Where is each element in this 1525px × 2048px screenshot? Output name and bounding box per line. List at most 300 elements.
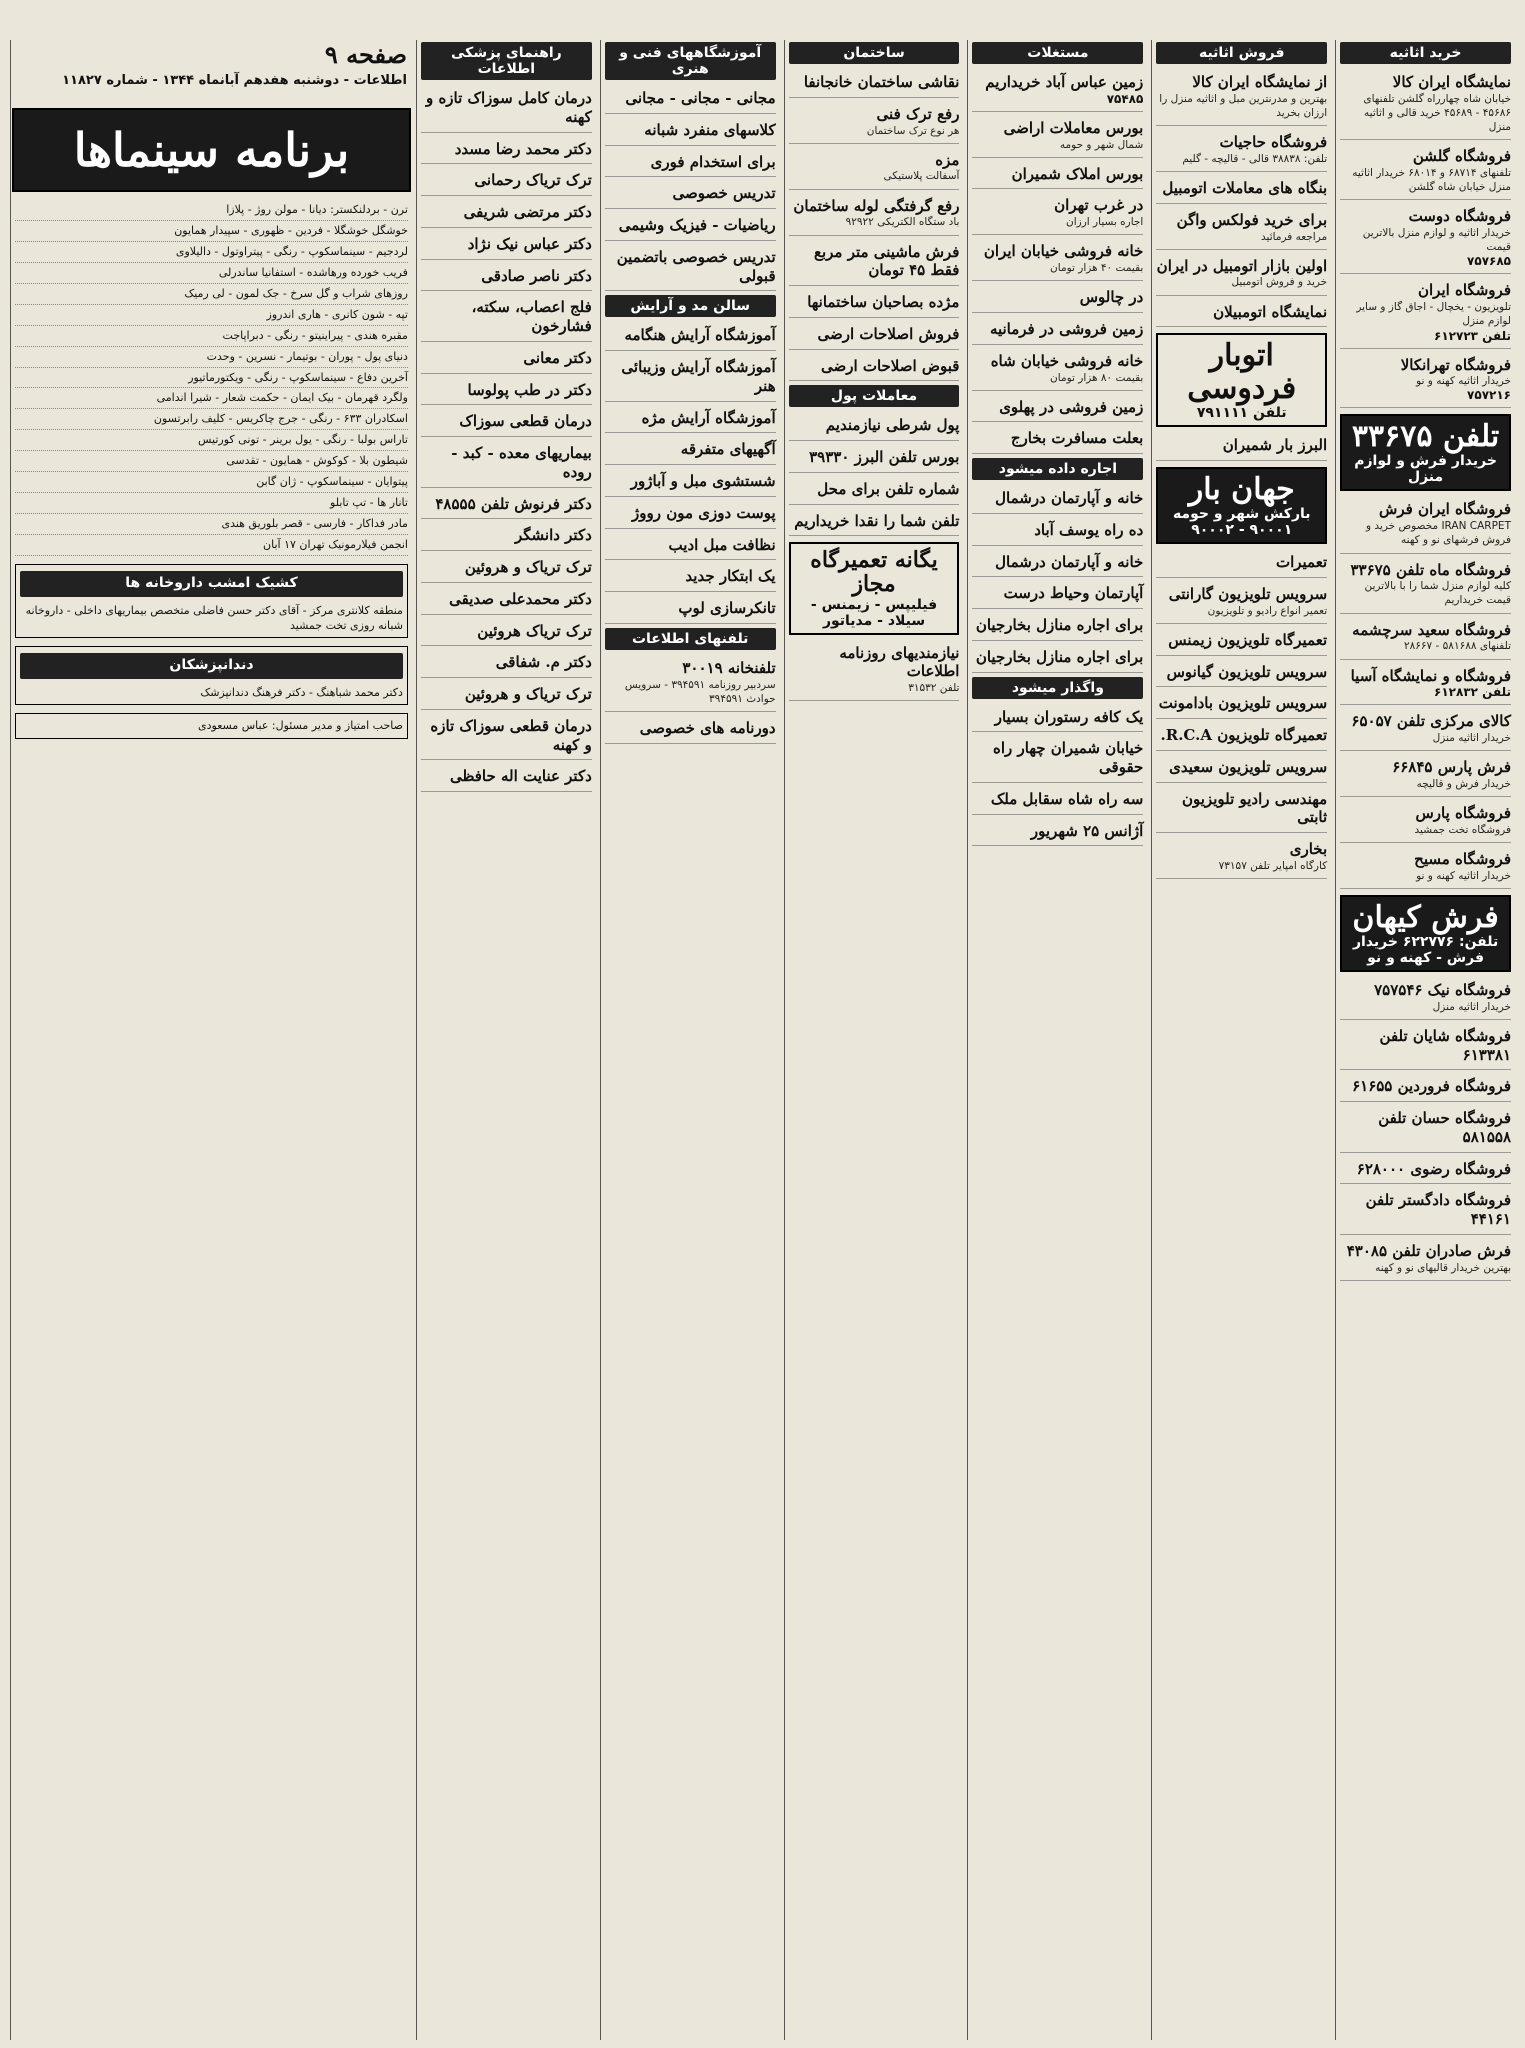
column-heading: ساختمان [789, 42, 960, 64]
ad-title: مژده بصاحبان ساختمانها [807, 293, 960, 312]
section-heading: معاملات پول [789, 385, 960, 407]
classified-ad [421, 264, 592, 292]
ad-title: فروشگاه مسیح [1414, 850, 1511, 869]
ad-title: فرش صادران تلفن ۴۳۰۸۵ [1346, 1241, 1511, 1260]
classified-ad [605, 437, 776, 465]
ad-title: فرش پارس ۶۶۸۴۵ [1392, 758, 1511, 777]
ad-title: فرش ماشینی متر مربع فقط ۴۵ تومان [814, 242, 960, 280]
section-heading: تلفنهای اطلاعات [605, 628, 776, 650]
ad-title: دکتر م. شفاقی [495, 653, 592, 672]
classified-ad [789, 322, 960, 350]
ad-box-mid: بارکش شهر و حومه ۹۰۰۰۱ - ۹۰۰۰۲ [1172, 506, 1311, 539]
classified-ad [1340, 978, 1511, 1020]
ad-body: خریدار فرش و قالیچه [1416, 778, 1511, 790]
column-medical-guide [416, 40, 596, 2040]
classified-ad [789, 70, 960, 98]
ad-body: خریدار اثاثیه کهنه و نو [1416, 869, 1511, 882]
classified-ad [972, 116, 1143, 158]
classified-ad [421, 441, 592, 488]
ad-body: شمال شهر و حومه [1059, 138, 1144, 151]
ad-box-big: جهان بار [1188, 472, 1295, 508]
classified-ad [605, 656, 776, 712]
ad-list [972, 486, 1143, 673]
ad-title: برای استخدام فوری [650, 152, 776, 171]
dentist-body: دکتر محمد شباهنگ - دکتر فرهنگ دندانپزشک [200, 685, 403, 699]
ad-box [1156, 467, 1327, 544]
ad-title: آموزشگاه آرایش هنگامه [624, 326, 776, 345]
ad-body: خریدار اثاثیه کهنه و نو [1416, 375, 1511, 388]
classified-ad [421, 714, 592, 761]
classified-ad [1156, 176, 1327, 204]
ad-title: رفع گرفتگی لوله ساختمان [793, 196, 960, 215]
ad-title: ریاضیات - فیزیک وشیمی [618, 216, 776, 234]
cinema-listing: ولگرد قهرمان - بیک ایمان - حکمت شعار - شیرا اندامی [15, 388, 408, 409]
classified-ad [789, 509, 960, 537]
column-heading: خرید اثاثیه [1340, 42, 1511, 64]
classified-ad [972, 162, 1143, 190]
classified-ad [421, 764, 592, 792]
classified-ad [421, 492, 592, 520]
classified-ad [1340, 497, 1511, 553]
classified-ad [789, 148, 960, 190]
classified-ad [972, 787, 1143, 815]
columns [10, 40, 1515, 2040]
column-education [600, 40, 780, 2040]
ad-box-mid: فیلیپس - زیمنس - سیلاد - مدیاتور [810, 596, 938, 629]
ad-title: سرویس تلویزیون گارانتی [1168, 584, 1328, 603]
ad-title: سرویس تلویزیون بادامونت [1158, 694, 1328, 713]
classified-ad [1340, 709, 1511, 751]
cinema-listing: لردجیم - سینماسکوپ - رنگی - پیتراوتول - دالیلاوی [15, 242, 408, 263]
classified-ad [605, 181, 776, 209]
ad-list [789, 70, 960, 381]
classified-ad [789, 413, 960, 441]
cinema-listing: شیطون بلا - کوکوش - همایون - تقدسی [15, 451, 408, 472]
classified-ad [1156, 582, 1327, 624]
classified-ad [605, 596, 776, 624]
ad-title: فروشگاه رضوی ۶۲۸۰۰۰ [1356, 1159, 1511, 1178]
classified-ad [605, 150, 776, 178]
ad-list [1156, 433, 1327, 461]
ad-title: ده راه یوسف آباد [1034, 520, 1144, 539]
classified-ad [1340, 664, 1511, 706]
ad-title: سرویس تلویزیون گیانوس [1166, 662, 1328, 681]
ad-list [1340, 497, 1511, 889]
ad-body: کارگاه امپایر تلفن ۷۳۱۵۷ [1218, 859, 1328, 872]
ad-title: نقاشی ساختمان خانجانفا [803, 73, 960, 91]
classified-ad [421, 523, 592, 551]
ad-body: خرید و فروش اتومبیل [1231, 276, 1328, 289]
classified-ad [1340, 847, 1511, 889]
ad-box-big: یگانه تعمیرگاه مجاز [810, 547, 938, 598]
cinema-banner: برنامه سینماها [12, 108, 411, 192]
ad-title: در چالوس [1079, 288, 1144, 307]
ad-title: ترک تریاک رحمانی [474, 171, 592, 190]
ad-title: فروشگاه و نمایشگاه آسیا [1350, 666, 1511, 685]
ad-title: فروشگاه تهرانکالا [1400, 355, 1511, 374]
classified-ad [1156, 254, 1327, 296]
classified-ad [972, 518, 1143, 546]
ad-body: خیابان شاه چهارراه گلشن تلفنهای ۴۵۶۸۶ - ۴۵۶۸۹ خرید قالی و اثاثیه منزل [1363, 92, 1511, 134]
classified-ad [1340, 1157, 1511, 1185]
ad-phone: ۷۵۴۸۵ [1106, 91, 1144, 106]
ad-title: دکتر در طب پولوسا [467, 380, 592, 399]
classified-ad [1156, 787, 1327, 834]
ad-title: آگهیهای متفرقه [680, 440, 776, 459]
cinema-listing: اسکادران ۶۳۳ - رنگی - جرج چاکریس - کلیف رابرتسون [15, 409, 408, 430]
classified-ad [1340, 1106, 1511, 1153]
ad-title: در غرب تهران [1054, 196, 1144, 215]
ad-title: درمان قطعی سوزاک [459, 412, 592, 431]
ad-title: ترک تریاک و هروئین [464, 685, 592, 703]
classified-ad [789, 194, 960, 236]
ad-box-big: فرش کیهان [1352, 900, 1499, 936]
ad-title: تانکرسازی لوپ [678, 599, 776, 617]
classified-ad [605, 716, 776, 744]
pharmacy-heading: کشیک امشب داروخانه ها [20, 571, 403, 597]
ad-title: بورس معاملات اراضی [1003, 118, 1144, 137]
ad-body: سردبیر روزنامه ۳۹۴۵۹۱ - سرویس حوادث ۳۹۴۵۹۱ [624, 678, 776, 705]
ad-body: بهترین خریدار قالیهای نو و کهنه [1375, 1261, 1511, 1274]
classified-ad [972, 550, 1143, 578]
ad-box [789, 542, 960, 634]
ad-title: تلفنخانه ۳۰۰۱۹ [682, 658, 776, 677]
column-heading: مستغلات [972, 42, 1143, 64]
ad-title: تعمیرات [1275, 553, 1328, 572]
classified-ad [1340, 1024, 1511, 1071]
ad-box [1340, 895, 1511, 972]
classified-ad [1156, 628, 1327, 656]
ad-title: شستشوی مبل و آباژور [630, 472, 776, 490]
classified-ad [421, 86, 592, 133]
ad-title: تدریس خصوصی [672, 184, 776, 203]
classified-ad [421, 295, 592, 342]
classified-ad [421, 378, 592, 406]
classified-ad [1156, 70, 1327, 126]
cinema-list [15, 200, 408, 556]
classified-ad [1340, 144, 1511, 200]
page-number: صفحه ۹ [324, 40, 407, 69]
classified-ad [972, 426, 1143, 454]
ad-phone: تلفن ۶۱۲۷۲۳ [1434, 328, 1511, 343]
ad-body: بقیمت ۴۰ هزار تومان [1050, 262, 1144, 275]
cinema-listing: ترن - بردلنکستر: دیانا - مولن روژ - پلازا [15, 200, 408, 221]
ad-title: تعمیرگاه تلویزیون زیمنس [1168, 630, 1328, 649]
ad-title: درمان قطعی سوزاک تازه و کهنه [430, 716, 592, 754]
classified-ad [605, 564, 776, 592]
classified-ad [1340, 353, 1511, 409]
classified-ad [1340, 1239, 1511, 1281]
ad-body: فروشگاه تخت جمشید [1414, 823, 1511, 836]
ad-body: IRAN CARPET مخصوص خرید و فروش فرشهای نو و کهنه [1366, 520, 1511, 547]
ad-title: کالای مرکزی تلفن ۶۵۰۵۷ [1351, 712, 1511, 731]
classified-ad [605, 355, 776, 402]
ad-list [1340, 978, 1511, 1281]
ad-box [1156, 333, 1327, 427]
ad-title: فروشگاه سعید سرچشمه [1352, 620, 1511, 639]
classified-ad [972, 613, 1143, 641]
ad-title: فروشگاه حاجیات [1219, 133, 1328, 152]
section-heading: واگذار میشود [972, 677, 1143, 699]
ad-list [605, 323, 776, 624]
ad-title: خانه و آپارتمان درشمال [995, 552, 1144, 571]
ad-list [972, 70, 1143, 454]
ad-body: آسفالت پلاستیکی [883, 170, 960, 183]
column-cinema [10, 40, 412, 2040]
ad-title: بخاری [1289, 840, 1328, 859]
ad-title: دکتر فرنوش تلفن ۴۸۵۵۵ [435, 494, 592, 513]
ad-title: دکتر عباس نیک نژاد [467, 234, 592, 253]
ad-title: از نمایشگاه ایران کالا [1192, 73, 1328, 91]
column-heading: راهنمای پزشکی اطلاعات [421, 42, 592, 80]
ad-list [1156, 70, 1327, 327]
ad-title: زمین فروشی در فرمانیه [989, 320, 1144, 339]
ad-list [789, 641, 960, 702]
ad-body: تلفنهای ۶۸۷۱۴ و ۶۸۰۱۴ خریدار اثاثیه منزل خیابان شاه گلشن [1352, 167, 1511, 194]
classified-ad [972, 193, 1143, 235]
ad-list [421, 86, 592, 792]
ad-title: بورس املاک شمیران [1011, 164, 1144, 183]
ad-title: دکتر محمدعلی صدیقی [449, 589, 592, 608]
ad-body: اجاره بسیار ارزان [1066, 216, 1144, 229]
ad-title: دکتر محمد رضا مسدد [454, 139, 592, 158]
cinema-listing: فریب خورده ورهاشده - استفانیا ساندرلی [15, 263, 408, 284]
classified-ad [421, 168, 592, 196]
classified-ad [972, 239, 1143, 281]
column-real-estate [967, 40, 1147, 2040]
classified-ad [972, 285, 1143, 313]
ad-title: فروشگاه ایران فرش [1379, 500, 1511, 519]
cinema-listing: خوشگل خوشگلا - فردین - ظهوری - سپیدار همایون [15, 221, 408, 242]
ad-body: تلفن: ۳۸۸۳۸ قالی - قالیچه - گلیم [1182, 152, 1328, 165]
ad-list [789, 413, 960, 536]
column-construction [784, 40, 964, 2040]
classified-ad [421, 409, 592, 437]
ad-title: برای خرید فولکس واگن [1176, 210, 1328, 229]
ad-title: البرز بار شمیران [1222, 436, 1328, 455]
ad-body: تلویزیون - یخچال - اجاق گاز و سایر لوازم منزل [1356, 301, 1511, 328]
ad-title: اولین بازار اتومبیل در ایران [1156, 256, 1328, 275]
ad-title: سرویس تلویزیون سعیدی [1169, 757, 1328, 776]
ad-title: آموزشگاه آرایش وزیبائی هنر [621, 358, 776, 395]
classified-ad [421, 650, 592, 678]
ad-title: نمایشگاه ایران کالا [1392, 73, 1511, 91]
cinema-listing: تاراس بولبا - رنگی - یول برینر - تونی کورتیس [15, 430, 408, 451]
cinema-listing: مادر فداکار - فارسی - قصر بلوریق هندی [15, 514, 408, 535]
ad-phone: تلفن ۶۱۲۸۳۲ [1434, 685, 1511, 700]
ad-title: برای اجاره منازل بخارجیان [975, 647, 1144, 666]
ad-title: پوست دوزی مون رووژ [632, 503, 776, 522]
column-buy-furniture [1335, 40, 1515, 2040]
ad-list [972, 705, 1143, 847]
cinema-listing: انجمن فیلارمونیک تهران ۱۷ آبان [15, 535, 408, 556]
classified-ad [1340, 1188, 1511, 1235]
ad-title: ترک تریاک هروئین [477, 621, 592, 640]
ad-title: برای اجاره منازل بخارجیان [975, 616, 1144, 635]
ad-title: خانه فروشی خیابان شاه [990, 351, 1144, 370]
ad-phone: ۷۵۷۲۱۶ [1467, 388, 1511, 403]
classified-ad [421, 682, 592, 710]
classified-ad [1340, 618, 1511, 660]
ad-title: آپارتمان وحیاط درست [1003, 584, 1144, 603]
ad-title: نظافت مبل ادیب [668, 535, 776, 554]
ad-title: فروشگاه حسان تلفن ۵۸۱۵۵۸ [1378, 1109, 1511, 1146]
ad-body: خریدار اثاثیه منزل [1432, 732, 1511, 745]
cinema-listing: تانار ها - تپ تابلو [15, 493, 408, 514]
ad-title: تدریس خصوصی باتضمین قبولی [616, 247, 776, 285]
section-heading: اجاره داده میشود [972, 458, 1143, 480]
column-heading: فروش اثاثیه [1156, 42, 1327, 64]
classified-ad [605, 86, 776, 114]
ad-title: مجانی - مجانی - مجانی [625, 89, 776, 107]
ad-title: آموزشگاه آرایش مژه [641, 408, 776, 427]
classified-ad [605, 533, 776, 561]
classified-ad [1340, 755, 1511, 797]
ad-title: خانه فروشی خیابان ایران [983, 242, 1144, 261]
ad-body: هر نوع ترک ساختمان [866, 124, 960, 137]
cinema-listing: آخرین دفاع - سینماسکوپ - رنگی - ویکتورماتیور [15, 368, 408, 389]
ad-title: دکتر دانشگر [514, 526, 592, 545]
issue-date-line: اطلاعات - دوشنبه هفدهم آبانماه ۱۳۴۴ - شماره ۱۱۸۲۷ [62, 73, 407, 88]
classified-ad [972, 581, 1143, 609]
dentist-heading: دندانپزشکان [20, 653, 403, 679]
ad-body: بهترین و مدرنترین مبل و اثاثیه منزل را ارزان بخرید [1159, 92, 1328, 119]
classified-ad [789, 641, 960, 702]
classified-ad [421, 555, 592, 583]
classified-ad [605, 245, 776, 292]
ad-box-big: اتوبار فردوسی [1187, 338, 1297, 407]
classified-ad [605, 501, 776, 529]
ad-title: خیابان شمیران چهار راه حقوقی [993, 739, 1144, 777]
ad-title: فروشگاه فروردین ۶۱۶۵۵ [1352, 1077, 1511, 1096]
cinema-listing: مقبره هندی - پیراینیتو - رنگی - دبراپاجت [15, 326, 408, 347]
ad-list [605, 86, 776, 291]
pharmacy-body: منطقه کلانتری مرکز - آقای دکتر حسن فاضلی متخصص بیماریهای داخلی - داروخانه شبانه روزی تخت جمشید [25, 603, 403, 632]
ad-title: نمایشگاه اتومبیلان [1213, 302, 1328, 321]
classified-ad [605, 118, 776, 146]
ad-title: فروشگاه دادگستر تلفن ۴۴۱۶۱ [1365, 1191, 1511, 1229]
ad-title: پول شرطی نیازمندیم [825, 416, 960, 435]
ad-title: بعلت مسافرت بخارج [1010, 429, 1144, 448]
column-heading: آموزشگاههای فنی و هنری [605, 42, 776, 80]
ad-title: بورس تلفن البرز ۳۹۳۳۰ [809, 448, 960, 467]
classified-ad [1156, 691, 1327, 719]
ad-title: شماره تلفن برای محل [817, 479, 960, 498]
classified-ad [789, 445, 960, 473]
ad-title: زمین عباس آباد خریداریم [985, 73, 1144, 91]
classified-ad [1156, 130, 1327, 172]
classified-ad [972, 349, 1143, 391]
ad-body: خریدار اثاثیه و لوازم منزل بالاترین قیمت [1362, 227, 1511, 254]
ad-title: خانه و آپارتمان درشمال [995, 489, 1144, 508]
ad-body: خریدار اثاثیه منزل [1432, 1000, 1511, 1013]
classified-ad [421, 619, 592, 647]
ad-title: دکتر ناصر صادقی [481, 266, 592, 285]
ad-box-mid: تلفن ۷۹۱۱۱۱ [1196, 405, 1287, 422]
ad-title: نیازمندیهای روزنامه اطلاعات [839, 643, 960, 681]
classified-ad [1156, 660, 1327, 688]
ad-title: مهندسی رادیو تلویزیون ثابتی [1181, 789, 1328, 827]
ad-title: بیماریهای معده - کبد - روده [451, 444, 592, 481]
classified-ad [421, 200, 592, 228]
ad-title: یک کافه رستوران بسیار [994, 707, 1144, 726]
ad-title: بنگاه های معاملات اتومبیل [1162, 179, 1328, 198]
pharmacy-box [15, 564, 408, 638]
ad-title: یک ابتکار جدید [685, 567, 776, 586]
classified-ad [972, 70, 1143, 112]
classified-ad [1340, 70, 1511, 140]
ad-title: ترک تریاک و هروئین [464, 558, 592, 576]
cinema-listing: تپه - شون کانری - هاری اندروز [15, 305, 408, 326]
page-header [12, 40, 407, 88]
cinema-listing: دنیای پول - پوران - بوتیمار - نسرین - وحدت [15, 347, 408, 368]
classified-ad [421, 587, 592, 615]
ad-title: فروشگاه نیک ۷۵۷۵۴۶ [1374, 981, 1511, 1000]
cinema-listing: پیتوایان - سینماسکوپ - ژان گابن [15, 472, 408, 493]
ad-title: زمین فروشی در پهلوی [999, 397, 1144, 416]
ad-box-big: تلفن ۳۳۶۷۵ [1351, 419, 1500, 455]
ad-body: تلفن ۳۱۵۳۲ [908, 682, 960, 695]
dentist-box [15, 646, 408, 705]
classified-ad [1156, 837, 1327, 879]
ad-list [605, 656, 776, 744]
classified-ad [972, 705, 1143, 733]
ad-box-mid: خریدار فرش و لوازم منزل [1354, 453, 1497, 486]
classified-ad [421, 137, 592, 165]
classified-ad [789, 477, 960, 505]
classified-ad [421, 232, 592, 260]
classified-ad [789, 354, 960, 382]
ad-list [1156, 550, 1327, 879]
ad-title: رفع ترک فنی [876, 104, 960, 123]
classified-ad [972, 736, 1143, 783]
ad-title: تعمیرگاه تلویزیون R.C.A. [1160, 726, 1328, 745]
classified-ad [972, 317, 1143, 345]
classified-ad [789, 290, 960, 318]
cinema-listing: روزهای شراب و گل سرخ - جک لمون - لی رمیک [15, 284, 408, 305]
ad-title: دکتر مرتضی شریفی [463, 203, 592, 221]
classified-ad [789, 240, 960, 287]
ad-title: دورنامه های خصوصی [639, 718, 776, 737]
classified-ad [1340, 801, 1511, 843]
classified-ad [1156, 550, 1327, 578]
ad-body: تعمیر انواع رادیو و تلویزیون [1207, 604, 1328, 617]
ad-title: فروشگاه شایان تلفن ۶۱۳۳۸۱ [1379, 1026, 1511, 1064]
ad-title: فروشگاه گلشن [1412, 147, 1511, 166]
classified-ad [1340, 1074, 1511, 1102]
ad-title: فلج اعصاب، سکته، فشارخون [471, 298, 592, 335]
ad-body: باد ستگاه الکتریکی ۹۲۹۲۲ [845, 216, 960, 229]
ad-title: تلفن شما را نقدا خریداریم [794, 511, 960, 530]
ad-list [1340, 70, 1511, 408]
classified-ad [1156, 208, 1327, 250]
ad-title: دکتر عنایت اله حافظی [449, 767, 592, 786]
ad-title: سه راه شاه سقابل ملک [990, 789, 1144, 808]
classified-ad [1340, 558, 1511, 614]
ad-title: فروشگاه دوست [1408, 207, 1511, 226]
ad-body: تلفنهای ۵۸۱۶۸۸ - ۲۸۶۶۷ [1404, 640, 1511, 653]
classified-ad [421, 346, 592, 374]
ad-body: بقیمت ۸۰ هزار تومان [1050, 371, 1144, 384]
ad-title: قبوض اصلاحات ارضی [820, 356, 960, 375]
classified-ad [1156, 723, 1327, 751]
classified-ad [789, 102, 960, 144]
ad-title: درمان کامل سوزاک تازه و کهنه [425, 89, 592, 126]
ad-title: مزه [935, 150, 960, 169]
ad-box-mid: تلفن: ۶۲۲۷۷۶ خریدار فرش - کهنه و نو [1352, 934, 1499, 967]
classified-ad [605, 323, 776, 351]
classified-ad [972, 819, 1143, 847]
